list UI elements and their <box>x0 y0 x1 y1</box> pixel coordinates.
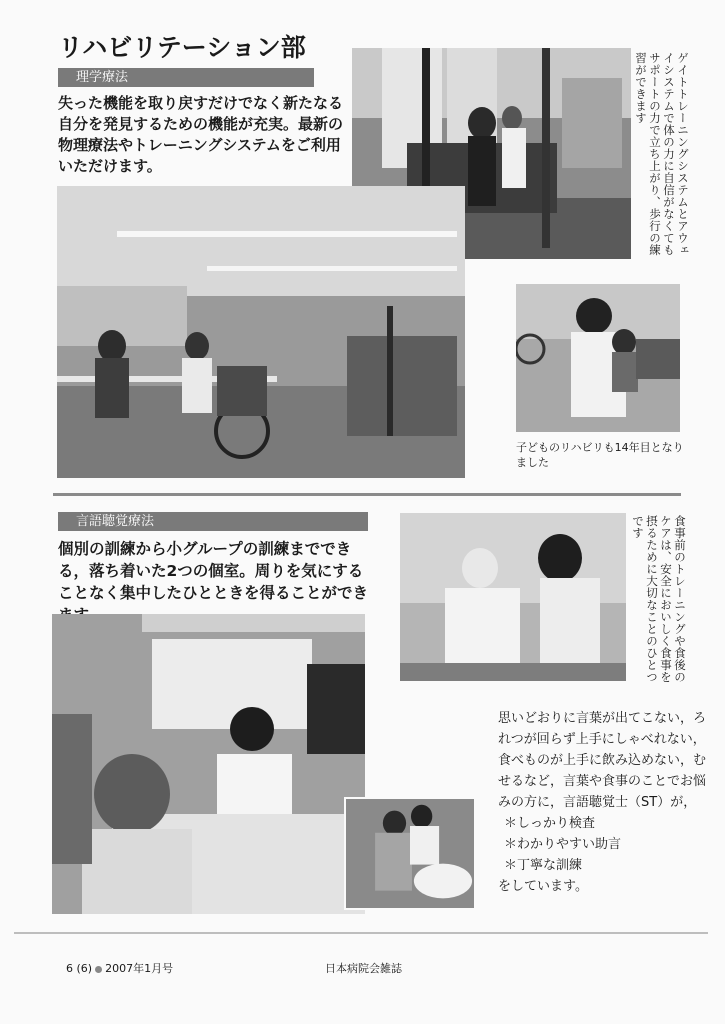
st-body-text: 思いどおりに言葉が出てこない，ろれつが回らず上手にしゃべれない，食べものが上手に飲み込めない，むせるなど，言葉や食事のことでお悩みの方に，言語聴覚士（ST）が， <box>498 711 707 810</box>
section-divider <box>53 493 681 496</box>
section-label-st: 言語聴覚療法 <box>58 512 368 531</box>
section-label-pt: 理学療法 <box>58 68 314 87</box>
pt-intro-text: 失った機能を取り戻すだけでなく新たなる自分を発見するための機能が充実。最新の物理療法やトレーニングシステムをご利用いただけます。 <box>58 94 344 175</box>
pediatric-photo-caption: 子どものリハビリも14年目となりました <box>516 441 684 469</box>
journal-name: 日本病院会雑誌 <box>325 962 402 975</box>
meal-care-caption: 食事前のトレーニングや食後のケアは、安全においしく食事を摂るために大切なことのひとつです <box>631 515 687 683</box>
issue-date: 2007年1月号 <box>105 962 174 975</box>
swallowing-care-photo <box>400 513 626 681</box>
st-intro-text: 個別の訓練から小グループの訓練までできる，落ち着いた2つの個室。周りを気にすることなく集中したひとときを得ることができ <box>58 540 369 602</box>
st-closing-text: をしています。 <box>498 879 588 894</box>
rehab-gym-photo <box>57 186 465 478</box>
st-bullet-1: ＊しっかり検査 <box>504 816 596 831</box>
group-therapy-photo <box>344 797 476 910</box>
st-description <box>498 708 708 897</box>
bullet-dot-icon <box>95 966 102 973</box>
page-title: リハビリテーション部 <box>58 33 306 62</box>
st-bullet-2: ＊わかりやすい助言 <box>504 837 622 852</box>
speech-therapy-room-photo <box>52 614 365 914</box>
gait-photo-caption: ゲイトトレーニングシステムとアウェイシステムで体の力に自信がなくてもサポートの力で立ち上がり、歩行の練習ができます <box>634 52 690 256</box>
pediatric-rehab-photo <box>516 284 680 432</box>
page-number: 6 (6) <box>66 962 93 975</box>
footer-issue <box>66 960 173 976</box>
footer-divider <box>14 932 708 934</box>
st-bullet-3: ＊丁寧な訓練 <box>504 858 583 873</box>
